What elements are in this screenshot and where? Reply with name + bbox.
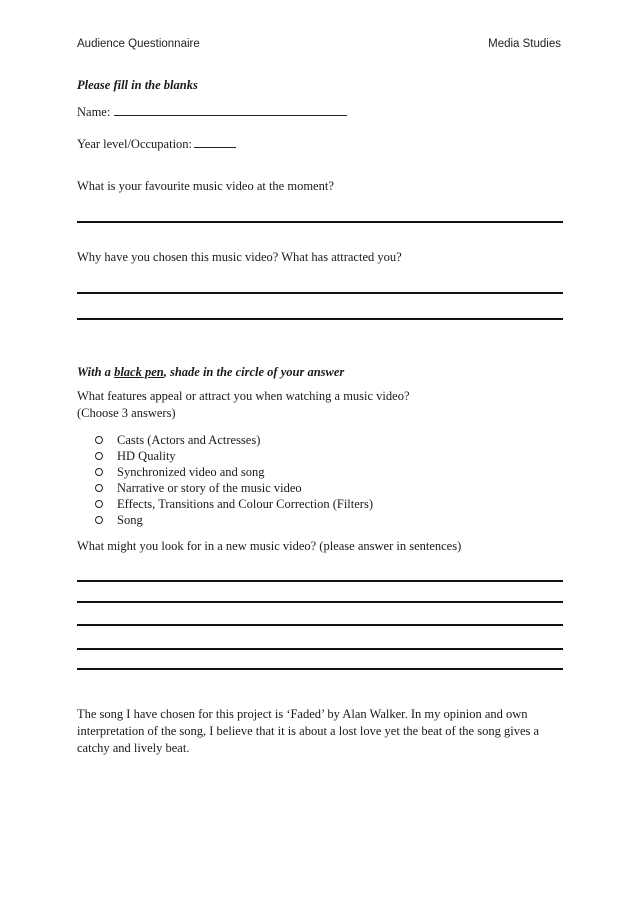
- radio-circle-icon[interactable]: [95, 452, 103, 460]
- shade-heading-post: , shade in the circle of your answer: [163, 365, 345, 379]
- shade-heading-pre: With a: [77, 365, 115, 379]
- question-features-note: (Choose 3 answers): [77, 406, 176, 420]
- question-new-video: What might you look for in a new music video? (please answer in sentences): [77, 539, 462, 553]
- answer-line-why-1[interactable]: [77, 292, 563, 294]
- option-item[interactable]: [95, 464, 373, 480]
- option-label: HD Quality: [117, 449, 176, 463]
- header-title: Audience Questionnaire: [77, 38, 200, 50]
- option-label: Synchronized video and song: [117, 465, 265, 479]
- name-blank[interactable]: [114, 104, 347, 116]
- radio-circle-icon[interactable]: [95, 436, 103, 444]
- options-list: [95, 432, 373, 528]
- radio-circle-icon[interactable]: [95, 500, 103, 508]
- shade-heading: [77, 364, 344, 380]
- option-label: Casts (Actors and Actresses): [117, 433, 261, 447]
- radio-circle-icon[interactable]: [95, 484, 103, 492]
- answer-line-new-5[interactable]: [77, 668, 563, 670]
- option-item[interactable]: [95, 432, 373, 448]
- fill-blanks-heading: Please fill in the blanks: [77, 78, 198, 92]
- closing-paragraph: The song I have chosen for this project is ‘Faded’ by Alan Walker. In my opinion and own interpretation of the song, I believe that it is about a lost love yet the beat of the song gives a catchy and lively beat.: [77, 707, 540, 755]
- option-label: Song: [117, 513, 143, 527]
- option-item[interactable]: [95, 480, 373, 496]
- radio-circle-icon[interactable]: [95, 516, 103, 524]
- question-why: Why have you chosen this music video? What has attracted you?: [77, 250, 402, 264]
- option-item[interactable]: [95, 448, 373, 464]
- answer-line-new-1[interactable]: [77, 580, 563, 582]
- option-label: Effects, Transitions and Colour Correction (Filters): [117, 497, 373, 511]
- shade-heading-pen: black pen: [114, 365, 164, 379]
- option-item[interactable]: [95, 496, 373, 512]
- year-label: Year level/Occupation:: [77, 137, 193, 151]
- answer-line-new-4[interactable]: [77, 648, 563, 650]
- radio-circle-icon[interactable]: [95, 468, 103, 476]
- header-subject: Media Studies: [488, 38, 561, 50]
- name-row: [77, 104, 347, 120]
- name-label: Name:: [77, 105, 111, 119]
- answer-line-new-3[interactable]: [77, 624, 563, 626]
- question-features: What features appeal or attract you when watching a music video?: [77, 389, 410, 403]
- answer-line-why-2[interactable]: [77, 318, 563, 320]
- option-label: Narrative or story of the music video: [117, 481, 302, 495]
- option-item[interactable]: [95, 512, 373, 528]
- question-favourite: What is your favourite music video at the moment?: [77, 179, 334, 193]
- year-row: [77, 136, 236, 152]
- answer-line-favourite[interactable]: [77, 221, 563, 223]
- answer-line-new-2[interactable]: [77, 601, 563, 603]
- year-blank[interactable]: [194, 136, 236, 148]
